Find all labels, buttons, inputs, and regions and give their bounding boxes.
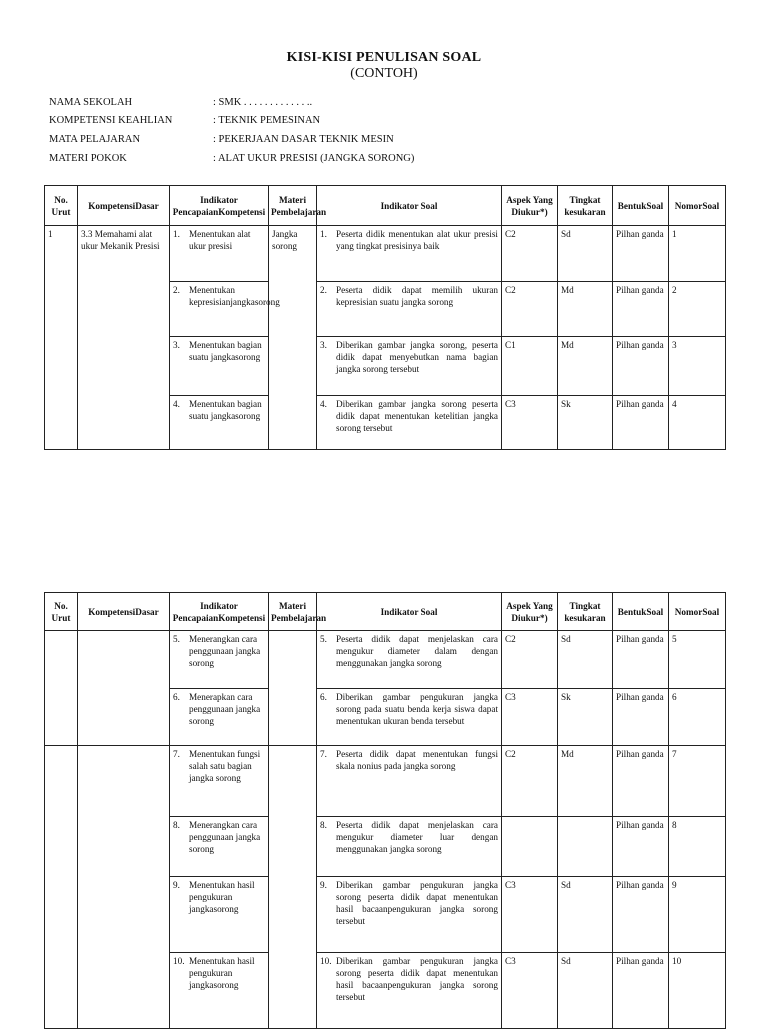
- cell-nomor: 2: [669, 282, 726, 337]
- cell-kd: [78, 746, 170, 1029]
- cell-materi: [269, 631, 317, 746]
- cell-nomor: 8: [669, 817, 726, 877]
- ipk-number: 6.: [173, 692, 180, 702]
- cell-ipk: [170, 877, 269, 953]
- cell-aspek: C3: [502, 689, 558, 746]
- cell-ipk: [170, 631, 269, 689]
- cell-kd: 3.3 Memahami alat ukur Mekanik Presisi: [78, 226, 170, 450]
- cell-indikator-soal: [317, 282, 502, 337]
- header-aspek: Aspek Yang Diukur*): [502, 593, 558, 631]
- ipk-text: Menentukan bagian suatu jangkasorong: [189, 399, 262, 421]
- ipk-number: 2.: [173, 285, 180, 295]
- info-value: : ALAT UKUR PRESISI (JANGKA SORONG): [213, 153, 415, 164]
- header-bentuk: BentukSoal: [613, 186, 669, 226]
- cell-ipk: [170, 689, 269, 746]
- cell-aspek: C2: [502, 282, 558, 337]
- cell-tingkat: Md: [558, 337, 613, 396]
- table-row: [45, 631, 726, 689]
- header-materi: Materi Pembelajaran: [269, 186, 317, 226]
- cell-tingkat: Sd: [558, 877, 613, 953]
- soal-text: Diberikan gambar jangka sorong, peserta didik dapat menyebutkan nama bagian jangka sorong tersebut: [336, 340, 498, 374]
- info-label: NAMA SEKOLAH: [49, 97, 133, 108]
- cell-nomor: 10: [669, 953, 726, 1029]
- cell-tingkat: [558, 817, 613, 877]
- cell-bentuk: Pilhan ganda: [613, 337, 669, 396]
- cell-ipk: [170, 337, 269, 396]
- soal-text: Diberikan gambar jangka sorong peserta didik dapat menentukan ketelitian jangka sorong tersebut: [336, 399, 498, 433]
- cell-nomor: 1: [669, 226, 726, 282]
- cell-materi: [269, 746, 317, 1029]
- soal-text: Peserta didik dapat menentukan fungsi skala nonius pada jangka sorong: [336, 749, 498, 771]
- header-kd: KompetensiDasar: [78, 186, 170, 226]
- cell-tingkat: Sk: [558, 689, 613, 746]
- ipk-text: Menentukan kepresisianjangkasorong: [189, 285, 280, 307]
- soal-number: 3.: [320, 340, 327, 350]
- soal-text: Peserta didik dapat menjelaskan cara mengukur diameter dalam dengan menggunakan jangka sorong: [336, 634, 498, 668]
- cell-bentuk: Pilhan ganda: [613, 953, 669, 1029]
- cell-ipk: [170, 282, 280, 337]
- cell-bentuk: Pilhan ganda: [613, 226, 669, 282]
- cell-no: [45, 746, 78, 1029]
- ipk-text: Menerangkan cara penggunaan jangka sorong: [189, 634, 261, 668]
- page-title: KISI-KISI PENULISAN SOAL: [286, 50, 482, 65]
- ipk-number: 9.: [173, 880, 180, 890]
- cell-indikator-soal: [317, 877, 502, 953]
- ipk-text: Menerapkan cara penggunaan jangka sorong: [189, 692, 261, 726]
- cell-materi: Jangka sorong: [269, 226, 317, 450]
- cell-indikator-soal: [317, 631, 502, 689]
- cell-aspek: C2: [502, 631, 558, 689]
- cell-bentuk: Pilhan ganda: [613, 817, 669, 877]
- soal-text: Peserta didik dapat memilih ukuran kepresisian suatu jangka sorong: [336, 285, 498, 307]
- cell-tingkat: Sd: [558, 631, 613, 689]
- cell-aspek: C3: [502, 877, 558, 953]
- kisi-table-2: [44, 592, 726, 1029]
- header-tingkat: Tingkat kesukaran: [558, 186, 613, 226]
- soal-number: 1.: [320, 229, 327, 239]
- cell-bentuk: Pilhan ganda: [613, 689, 669, 746]
- table-row: [45, 226, 726, 282]
- cell-no: [45, 631, 78, 746]
- cell-bentuk: Pilhan ganda: [613, 746, 669, 817]
- cell-tingkat: Md: [558, 282, 613, 337]
- cell-aspek: C3: [502, 953, 558, 1029]
- header-row: [45, 186, 726, 226]
- cell-indikator-soal: [317, 953, 502, 1029]
- cell-nomor: 3: [669, 337, 726, 396]
- info-label: MATA PELAJARAN: [49, 134, 141, 145]
- cell-indikator-soal: [317, 746, 502, 817]
- cell-bentuk: Pilhan ganda: [613, 282, 669, 337]
- header-indikator-soal: Indikator Soal: [317, 186, 502, 226]
- soal-number: 10.: [320, 956, 332, 966]
- soal-number: 4.: [320, 399, 327, 409]
- header-materi: Materi Pembelajaran: [269, 593, 317, 631]
- soal-number: 5.: [320, 634, 327, 644]
- cell-indikator-soal: [317, 396, 502, 450]
- header-no: No. Urut: [45, 593, 78, 631]
- soal-text: Peserta didik menentukan alat ukur presisi yang tingkat presisinya baik: [336, 229, 498, 251]
- cell-tingkat: Sd: [558, 226, 613, 282]
- cell-aspek: C1: [502, 337, 558, 396]
- cell-aspek: C2: [502, 226, 558, 282]
- ipk-number: 3.: [173, 340, 180, 350]
- soal-number: 8.: [320, 820, 327, 830]
- cell-nomor: 9: [669, 877, 726, 953]
- soal-text: Diberikan gambar pengukuran jangka sorong peserta didik dapat menentukan hasil bacaanpengukuran jangka sorong tersebut: [336, 880, 498, 926]
- soal-text: Diberikan gambar pengukuran jangka sorong peserta didik dapat menentukan hasil bacaanpengukuran jangka sorong tersebut: [336, 956, 498, 1002]
- cell-nomor: 5: [669, 631, 726, 689]
- cell-tingkat: Md: [558, 746, 613, 817]
- header-ipk: Indikator PencapaianKompetensi: [170, 186, 269, 226]
- cell-bentuk: Pilhan ganda: [613, 631, 669, 689]
- ipk-number: 10.: [173, 956, 185, 966]
- cell-tingkat: Sk: [558, 396, 613, 450]
- soal-number: 9.: [320, 880, 327, 890]
- table-row: [45, 746, 726, 817]
- ipk-number: 5.: [173, 634, 180, 644]
- soal-text: Peserta didik dapat menjelaskan cara mengukur diameter luar dengan menggunakan jangka sorong: [336, 820, 498, 854]
- cell-bentuk: Pilhan ganda: [613, 877, 669, 953]
- cell-aspek: C3: [502, 396, 558, 450]
- cell-ipk: [170, 817, 269, 877]
- ipk-number: 1.: [173, 229, 180, 239]
- soal-number: 6.: [320, 692, 327, 702]
- page-subtitle: (CONTOH): [350, 66, 418, 81]
- cell-no: 1: [45, 226, 78, 450]
- header-tingkat: Tingkat kesukaran: [558, 593, 613, 631]
- cell-ipk: [170, 226, 269, 282]
- ipk-text: Menentukan hasil pengukuran jangkasorong: [189, 880, 255, 914]
- cell-nomor: 7: [669, 746, 726, 817]
- info-label: KOMPETENSI KEAHLIAN: [49, 115, 173, 126]
- ipk-text: Menentukan hasil pengukuran jangkasorong: [189, 956, 255, 990]
- cell-ipk: [170, 396, 269, 450]
- cell-aspek: [502, 817, 558, 877]
- ipk-text: Menentukan bagian suatu jangkasorong: [189, 340, 262, 362]
- ipk-number: 8.: [173, 820, 180, 830]
- kisi-table-1: [44, 185, 726, 450]
- soal-number: 7.: [320, 749, 327, 759]
- info-value: : PEKERJAAN DASAR TEKNIK MESIN: [213, 134, 394, 145]
- cell-bentuk: Pilhan ganda: [613, 396, 669, 450]
- header-no: No. Urut: [45, 186, 78, 226]
- ipk-text: Menentukan fungsi salah satu bagian jangka sorong: [189, 749, 261, 783]
- cell-aspek: C2: [502, 746, 558, 817]
- soal-number: 2.: [320, 285, 327, 295]
- header-aspek: Aspek Yang Diukur*): [502, 186, 558, 226]
- info-value: : TEKNIK PEMESINAN: [213, 115, 321, 126]
- cell-indikator-soal: [317, 337, 502, 396]
- header-bentuk: BentukSoal: [613, 593, 669, 631]
- ipk-number: 7.: [173, 749, 180, 759]
- soal-text: Diberikan gambar pengukuran jangka sorong pada suatu benda kerja siswa dapat menentukan ukuran benda tersebut: [336, 692, 498, 726]
- header-row: [45, 593, 726, 631]
- ipk-number: 4.: [173, 399, 180, 409]
- cell-ipk: [170, 953, 269, 1029]
- ipk-text: Menerangkan cara penggunaan jangka sorong: [189, 820, 261, 854]
- header-indikator-soal: Indikator Soal: [317, 593, 502, 631]
- info-value: : SMK . . . . . . . . . . . . ..: [213, 97, 313, 108]
- info-label: MATERI POKOK: [49, 153, 127, 164]
- cell-indikator-soal: [317, 817, 502, 877]
- cell-kd: [78, 631, 170, 746]
- cell-tingkat: Sd: [558, 953, 613, 1029]
- header-nomor: NomorSoal: [669, 186, 726, 226]
- cell-ipk: [170, 746, 269, 817]
- cell-nomor: 6: [669, 689, 726, 746]
- header-kd: KompetensiDasar: [78, 593, 170, 631]
- ipk-text: Menentukan alat ukur presisi: [189, 229, 251, 251]
- header-ipk: Indikator PencapaianKompetensi: [170, 593, 269, 631]
- cell-nomor: 4: [669, 396, 726, 450]
- cell-indikator-soal: [317, 689, 502, 746]
- cell-indikator-soal: [317, 226, 502, 282]
- header-nomor: NomorSoal: [669, 593, 726, 631]
